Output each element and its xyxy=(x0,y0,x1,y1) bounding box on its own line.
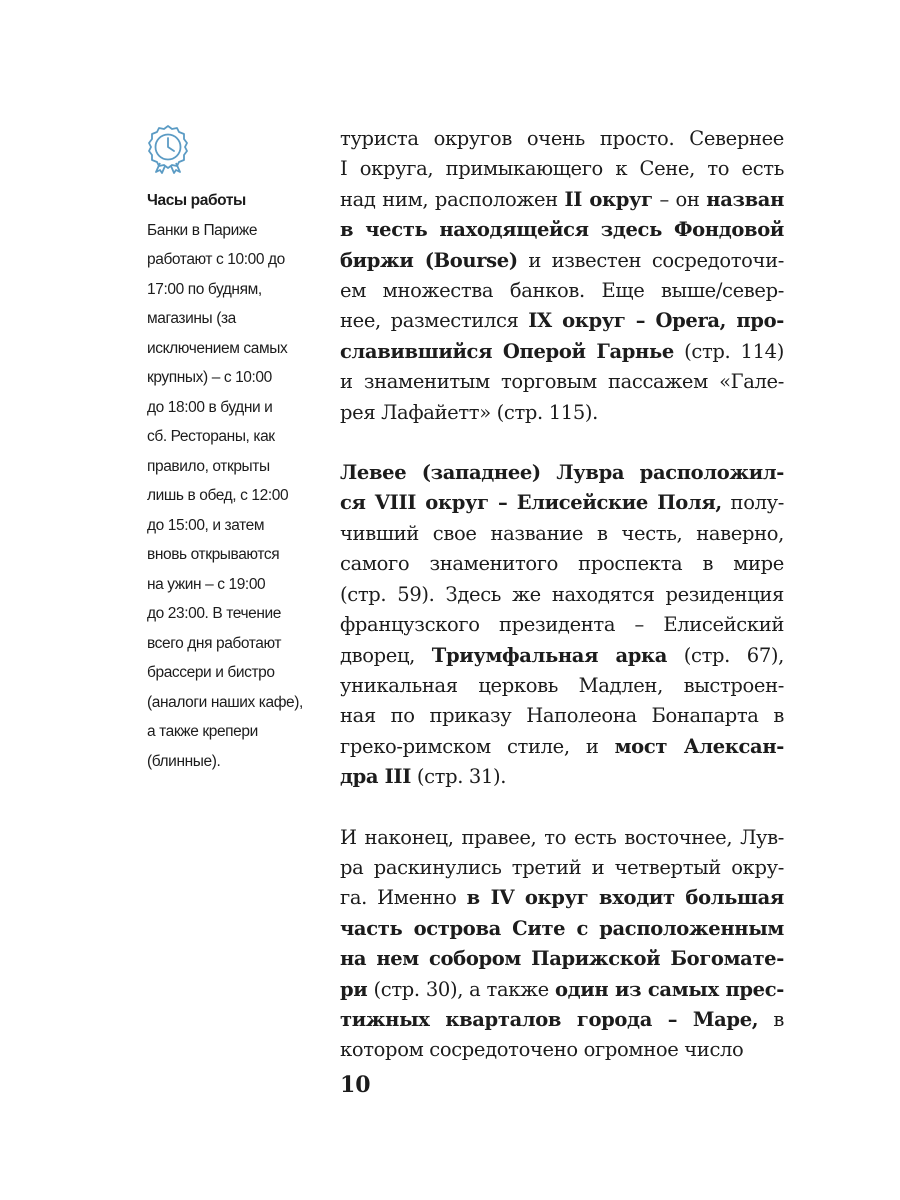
text-line xyxy=(340,1005,784,1035)
bold-text: дра III xyxy=(340,765,411,789)
sidebar-line: сб. Рестораны, как xyxy=(147,428,275,445)
sidebar-line: работают с 10:00 до xyxy=(147,251,285,268)
text-line xyxy=(340,185,784,215)
text: (стр. 114) xyxy=(673,339,784,363)
text: (стр. 59). Здесь же находятся резиденция xyxy=(340,582,784,606)
text-line xyxy=(340,276,784,306)
text: ем множества банков. Еще выше/север- xyxy=(340,279,784,303)
text-line xyxy=(340,1035,784,1065)
sidebar-line: (аналоги наших кафе), xyxy=(147,693,303,711)
text-line xyxy=(340,215,784,245)
text: над ним, расположен xyxy=(340,187,565,211)
sidebar-line: на ужин – с 19:00 xyxy=(147,575,266,593)
text: – он xyxy=(652,187,707,211)
text: греко-римском стиле, и xyxy=(340,734,615,758)
bold-text: в честь находящейся здесь Фондовой xyxy=(340,218,784,242)
text-line xyxy=(340,246,784,276)
bold-text: мост Алексан- xyxy=(614,734,784,758)
text-line xyxy=(340,701,784,731)
text: котором сосредоточено огромное число xyxy=(340,1038,744,1062)
text: ра раскинулись третий и четвертый окру- xyxy=(340,855,784,879)
text-line xyxy=(340,762,784,792)
text: туриста округов очень просто. Севернее xyxy=(340,127,784,150)
text-line xyxy=(340,944,784,974)
text-line xyxy=(340,154,784,184)
text-line xyxy=(340,580,784,610)
bold-text: один из самых прес- xyxy=(554,977,784,1001)
text-line xyxy=(340,306,784,336)
sidebar-line: до 23:00. В течение xyxy=(147,605,281,622)
bold-text: назван xyxy=(706,187,784,211)
sidebar-line: Банки в Париже xyxy=(147,221,258,239)
sidebar-line: лишь в обед, с 12:00 xyxy=(147,487,289,504)
text-line xyxy=(340,488,784,518)
text-line xyxy=(340,914,784,944)
bold-text: ри xyxy=(340,977,368,1001)
paragraph xyxy=(340,458,784,792)
bold-text: IX округ – Opera, про- xyxy=(528,309,784,333)
sidebar-title: Часы работы xyxy=(147,192,246,209)
bold-text: в IV округ входит большая xyxy=(466,886,784,910)
text-line xyxy=(340,853,784,883)
text: и известен сосредоточи- xyxy=(517,248,784,272)
sidebar-line: 17:00 по будням, xyxy=(147,280,262,298)
bold-text: Триумфальная арка xyxy=(431,643,668,667)
text: в xyxy=(758,1007,784,1031)
text-line xyxy=(340,124,784,154)
paragraph xyxy=(340,823,784,1066)
text-line xyxy=(340,975,784,1005)
main-text xyxy=(340,124,784,1066)
sidebar-line: вновь открываются xyxy=(147,546,280,563)
sidebar-line: всего дня работают xyxy=(147,634,282,652)
text: и знаменитым торговым пассажем «Гале- xyxy=(340,370,784,394)
text-line xyxy=(340,337,784,367)
sidebar-line: исключением самых xyxy=(147,339,288,357)
text: уникальная церковь Мадлен, выстроен- xyxy=(340,673,784,697)
sidebar-line: до 15:00, и затем xyxy=(147,516,265,534)
bold-text: часть острова Сите с расположенным xyxy=(340,916,784,940)
sidebar-line: до 18:00 в будни и xyxy=(147,398,273,416)
text-line xyxy=(340,458,784,488)
sidebar-line: а также крепери xyxy=(147,723,258,740)
text: французского президента – Елисейский xyxy=(340,613,784,637)
sidebar-line: (блинные). xyxy=(147,752,221,770)
text: чивший свое название в честь, наверно, xyxy=(340,521,784,545)
bold-text: славившийся Оперой Гарнье xyxy=(340,339,674,363)
text-line xyxy=(340,671,784,701)
text: нее, разместился xyxy=(340,309,529,333)
text-line xyxy=(340,549,784,579)
text: (стр. 67), xyxy=(667,643,784,667)
bold-text: ся VIII округ – Елисейские Поля, xyxy=(340,491,722,515)
sidebar-line: крупных) – с 10:00 xyxy=(147,369,272,386)
text-line xyxy=(340,823,784,853)
sidebar-line: брассери и бистро xyxy=(147,664,275,681)
text-line xyxy=(340,610,784,640)
bold-text: II округ xyxy=(564,187,653,211)
text-line xyxy=(340,398,784,428)
text: I округа, примыкающего к Сене, то есть xyxy=(340,157,784,181)
text-line xyxy=(340,519,784,549)
paragraph xyxy=(340,124,784,428)
sidebar-line: магазины (за xyxy=(147,310,236,327)
clock-badge-icon xyxy=(145,124,191,174)
text: рея Лафайетт» (стр. 115). xyxy=(340,400,599,424)
text: га. Именно xyxy=(340,886,467,910)
bold-text: тижных кварталов города – Маре, xyxy=(340,1007,759,1031)
text-line xyxy=(340,367,784,397)
text-line xyxy=(340,641,784,671)
bold-text: на нем собором Парижской Богомате- xyxy=(340,947,784,971)
text-line xyxy=(340,883,784,913)
text: И наконец, правее, то есть восточнее, Лув- xyxy=(340,825,784,849)
text: (стр. 30), а также xyxy=(367,977,555,1001)
text: самого знаменитого проспекта в мире xyxy=(340,552,784,576)
sidebar-note xyxy=(147,124,322,776)
sidebar-line: правило, открыты xyxy=(147,457,270,475)
sidebar-text xyxy=(147,216,322,777)
bold-text: Левее (западнее) Лувра расположил- xyxy=(340,461,784,485)
bold-text: биржи (Bourse) xyxy=(340,248,518,272)
text: полу- xyxy=(721,491,784,515)
text: ная по приказу Наполеона Бонапарта в xyxy=(340,704,784,728)
page-number: 10 xyxy=(340,1072,371,1098)
text: (стр. 31). xyxy=(410,765,507,789)
text: дворец, xyxy=(340,643,432,667)
text-line xyxy=(340,732,784,762)
